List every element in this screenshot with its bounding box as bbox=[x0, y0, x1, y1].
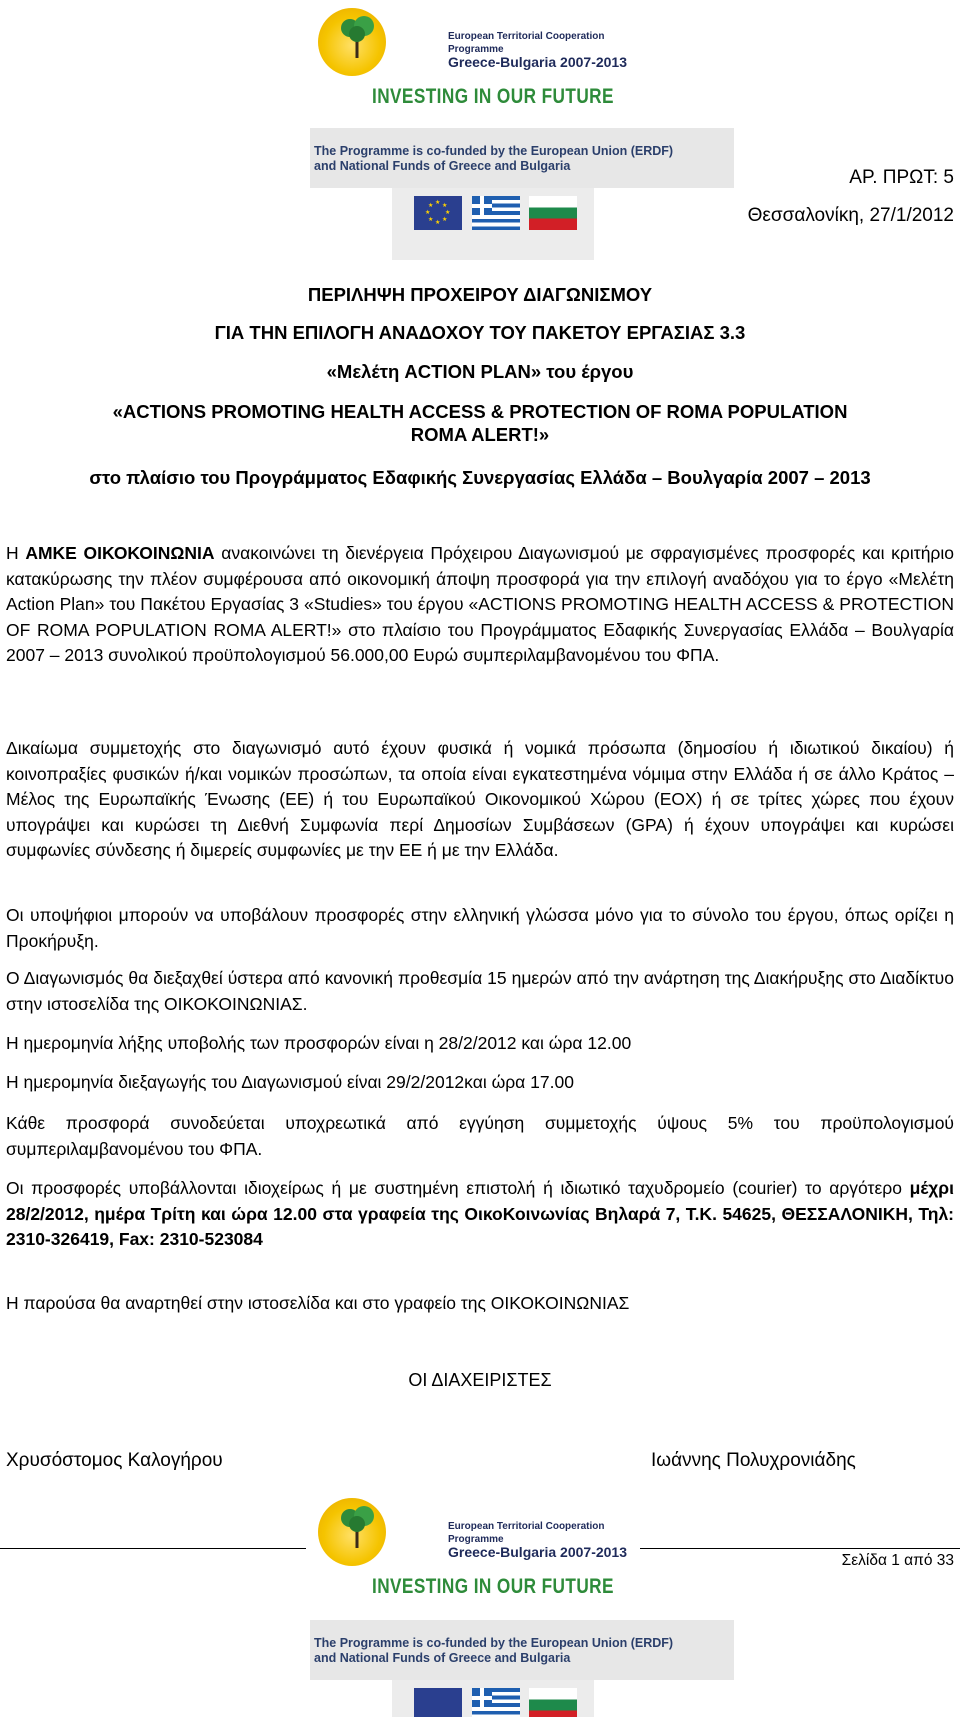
cofund-line-1: The Programme is co-funded by the European Union (ERDF) bbox=[314, 144, 674, 158]
footer-slogan: INVESTING IN OUR FUTURE bbox=[372, 1575, 614, 1598]
paragraph-announcement bbox=[6, 541, 954, 669]
eu-flag-icon bbox=[414, 1688, 462, 1717]
title-line-5: ROMA ALERT!» bbox=[410, 424, 550, 445]
paragraph-language: Οι υποψήφιοι μπορούν να υποβάλουν προσφορές στην ελληνική γλώσσα μόνο για το σύνολο του έργου, όπως ορίζει η Προκήρυξη. bbox=[6, 905, 954, 951]
protocol-number: ΑΡ. ΠΡΩΤ: 5 bbox=[849, 167, 954, 188]
eu-flag-icon: ★ ★ ★ ★ ★ ★ ★ ★ bbox=[414, 196, 462, 230]
footer-flags-strip bbox=[392, 1680, 594, 1717]
signatory-right: Ιωάννης Πολυχρονιάδης bbox=[651, 1450, 856, 1471]
paragraph-submission-date: Η ημερομηνία λήξης υποβολής των προσφορών είναι η 28/2/2012 και ώρα 12.00 bbox=[6, 1033, 632, 1053]
greece-flag-icon bbox=[472, 1688, 520, 1717]
footer-programme-line-2: Greece-Bulgaria 2007-2013 bbox=[448, 1544, 627, 1560]
bulgaria-flag-icon bbox=[529, 196, 577, 230]
programme-name bbox=[448, 30, 650, 69]
p1-rest: ανακοινώνει τη διενέργεια Πρόχειρου Διαγωνισμού με σφραγισμένες προσφορές και κριτήριο κατακύρωσης την πλέον συμφέρουσα από οικονομική άποψη προσφορά για την επιλογή αναδόχου για το έργο «Μελέτη Action Plan» του Πακέτου Εργασίας 3 «Studies» του έργου «ACTIONS PROMOTING HEALTH ACCESS & PROTECTION OF ROMA POPULATION ROMA ALERT!» στο πλαίσιο του Προγράμματος Εδαφικής Συνεργασίας Ελλάδα – Βουλγαρία 2007 – 2013 συνολικού προϋπολογισμού 56.000,00 Ευρώ συμπεριλαμβανομένου του ΦΠΑ. bbox=[6, 543, 954, 665]
greece-flag-icon bbox=[472, 196, 520, 230]
title-line-1: ΠΕΡΙΛΗΨΗ ΠΡΟΧΕΙΡΟΥ ΔΙΑΓΩΝΙΣΜΟΥ bbox=[307, 284, 653, 305]
footer-programme-line-1: European Territorial Cooperation Programme bbox=[448, 1521, 605, 1545]
programme-line-1: European Territorial Cooperation Programme bbox=[448, 31, 605, 55]
page-number: Σελίδα 1 από 33 bbox=[841, 1552, 954, 1569]
footer-rule-left bbox=[0, 1548, 306, 1549]
p8-pre: Οι προσφορές υποβάλλονται ιδιοχείρως ή με συστημένη επιστολή ή ιδιωτικό ταχυδρομείο (courier) το αργότερο bbox=[6, 1178, 910, 1198]
bulgaria-flag-icon bbox=[529, 1688, 577, 1717]
cofunding-banner bbox=[310, 128, 734, 188]
p1-pre: Η bbox=[6, 543, 26, 563]
paragraph-eligibility: Δικαίωμα συμμετοχής στο διαγωνισμό αυτό έχουν φυσικά ή νομικά πρόσωπα (δημοσίου ή ιδιωτικού δικαίου) ή κοινοπραξίες φυσικών ή/και νομικών προσώπων, τα οποία είναι εγκατεστημένα νόμιμα στην Ελλάδα ή σε άλλο Κράτος – Μέλος της Ευρωπαϊκής Ένωσης (ΕΕ) ή του Ευρωπαϊκού Οικονομικού Χώρου (ΕΟΧ) ή σε τρίτες χώρες που έχουν υπογράψει και κυρώσει τη Διεθνή Συμφωνία περί Δημοσίων Συμβάσεων (GPA) ή έχουν υπογράψει και κυρώσει συμφωνίες σύνδεσης ή διμερείς συμφωνίες με την ΕΕ ή με την Ελλάδα. bbox=[6, 738, 954, 860]
paragraph-guarantee: Κάθε προσφορά συνοδεύεται υποχρεωτικά από εγγύηση συμμετοχής ύψους 5% του προϋπολογισμού συμπεριλαμβανομένου του ΦΠΑ. bbox=[6, 1113, 954, 1159]
signatory-left: Χρυσόστομος Καλογήρου bbox=[6, 1450, 223, 1471]
footer-programme-name bbox=[448, 1520, 650, 1559]
title-line-6: στο πλαίσιο του Προγράμματος Εδαφικής Συνεργασίας Ελλάδα – Βουλγαρία 2007 – 2013 bbox=[89, 467, 871, 488]
programme-line-2: Greece-Bulgaria 2007-2013 bbox=[448, 54, 627, 70]
flags-strip bbox=[392, 188, 594, 260]
title-line-4: «ACTIONS PROMOTING HEALTH ACCESS & PROTECTION OF ROMA POPULATION bbox=[112, 401, 848, 422]
tree-icon bbox=[332, 14, 382, 60]
footer-rule-right bbox=[640, 1548, 960, 1549]
paragraph-submission bbox=[6, 1176, 954, 1253]
slogan: INVESTING IN OUR FUTURE bbox=[372, 85, 614, 108]
paragraph-tender-date: Η ημερομηνία διεξαγωγής του Διαγωνισμού είναι 29/2/2012και ώρα 17.00 bbox=[6, 1072, 574, 1092]
paragraph-deadline-period: Ο Διαγωνισμός θα διεξαχθεί ύστερα από κανονική προθεσμία 15 ημερών από την ανάρτηση της Διακήρυξης στο Διαδίκτυο στην ιστοσελίδα της ΟΙΚΟΚΟΙΝΩΝΙΑΣ. bbox=[6, 968, 954, 1014]
cofund-line-2: and National Funds of Greece and Bulgaria bbox=[314, 159, 571, 173]
footer-cofunding-banner bbox=[310, 1620, 734, 1680]
org-name: ΑΜΚΕ ΟΙΚΟΚΟΙΝΩΝΙΑ bbox=[25, 543, 215, 563]
title-line-2: ΓΙΑ ΤΗΝ ΕΠΙΛΟΓΗ ΑΝΑΔΟΧΟΥ ΤΟΥ ΠΑΚΕΤΟΥ ΕΡΓΑΣΙΑΣ 3.3 bbox=[214, 322, 746, 343]
managers-heading: ΟΙ ΔΙΑΧΕΙΡΙΣΤΕΣ bbox=[408, 1370, 552, 1390]
tree-icon bbox=[332, 1504, 382, 1550]
submission-details: μέχρι 28/2/2012, ημέρα Τρίτη και ώρα 12.00 στα γραφεία της ΟικοΚοινωνίας Βηλαρά 7, Τ.Κ. 54625, ΘΕΣΣΑΛΟΝΙΚΗ, Τηλ: 2310-326419, Fax: 2310-523084 bbox=[6, 1178, 954, 1249]
place-date: Θεσσαλονίκη, 27/1/2012 bbox=[747, 205, 954, 226]
title-line-3: «Μελέτη ACTION PLAN» του έργου bbox=[326, 361, 634, 382]
footer-cofund-line-2: and National Funds of Greece and Bulgaria bbox=[314, 1651, 571, 1665]
footer-cofund-line-1: The Programme is co-funded by the European Union (ERDF) bbox=[314, 1636, 674, 1650]
paragraph-publication: Η παρούσα θα αναρτηθεί στην ιστοσελίδα και στο γραφείο της ΟΙΚΟΚΟΙΝΩΝΙΑΣ bbox=[6, 1293, 630, 1313]
